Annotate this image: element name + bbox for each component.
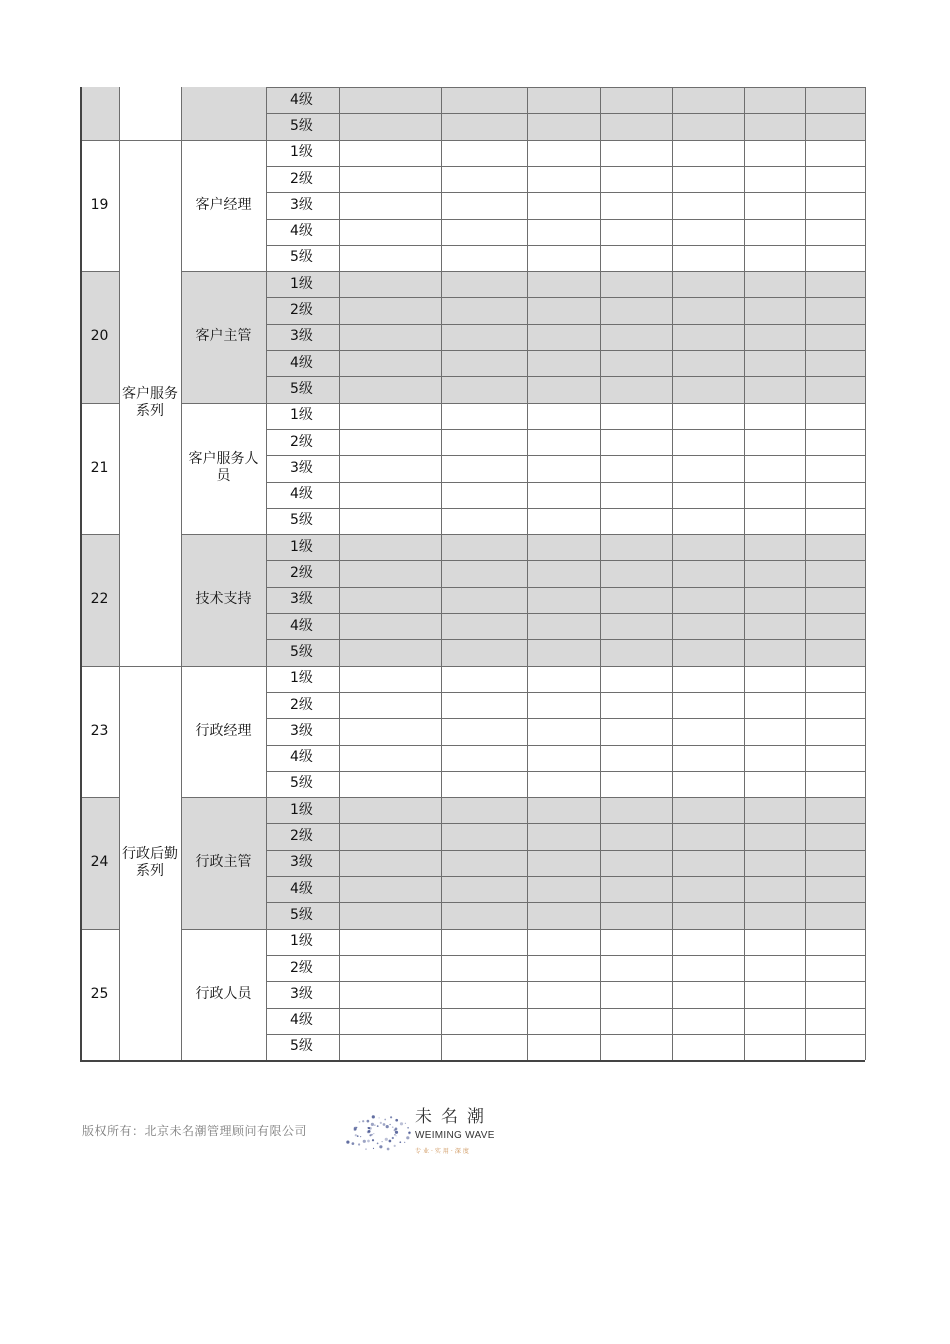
row-divider bbox=[266, 219, 865, 220]
level-cell: 4级 bbox=[290, 91, 313, 108]
level-cell: 1级 bbox=[290, 538, 313, 555]
level-cell: 5级 bbox=[290, 643, 313, 660]
row-divider bbox=[266, 297, 865, 298]
row-divider bbox=[266, 771, 865, 772]
row-divider bbox=[266, 87, 865, 88]
row-divider bbox=[266, 534, 865, 535]
position-name: 客户主管 bbox=[195, 328, 252, 345]
table-bottom-border bbox=[80, 1060, 865, 1062]
column-divider bbox=[672, 87, 673, 1060]
level-cell: 3级 bbox=[290, 328, 313, 345]
column-divider bbox=[181, 87, 182, 1060]
level-cell: 1级 bbox=[290, 801, 313, 818]
row-divider bbox=[266, 929, 865, 930]
level-cell: 4级 bbox=[290, 749, 313, 766]
series-name: 行政后勤系列 bbox=[122, 845, 178, 879]
level-cell: 1级 bbox=[290, 933, 313, 950]
row-divider bbox=[266, 955, 865, 956]
level-cell: 4级 bbox=[290, 1012, 313, 1029]
row-number: 25 bbox=[90, 985, 109, 1002]
level-cell: 5级 bbox=[290, 906, 313, 923]
level-cell: 5级 bbox=[290, 775, 313, 792]
row-divider bbox=[266, 850, 865, 851]
row-number: 21 bbox=[90, 459, 109, 476]
level-cell: 1级 bbox=[290, 275, 313, 292]
column-divider bbox=[865, 87, 866, 1060]
row-number: 20 bbox=[90, 328, 109, 345]
level-cell: 2级 bbox=[290, 696, 313, 713]
company-logo bbox=[343, 1100, 503, 1160]
level-cell: 3级 bbox=[290, 459, 313, 476]
row-divider bbox=[266, 192, 865, 193]
level-cell: 1级 bbox=[290, 670, 313, 687]
row-divider bbox=[266, 482, 865, 483]
level-cell: 5级 bbox=[290, 512, 313, 529]
level-cell: 2级 bbox=[290, 302, 313, 319]
row-divider bbox=[266, 587, 865, 588]
position-name: 技术支持 bbox=[195, 591, 252, 608]
level-cell: 2级 bbox=[290, 170, 313, 187]
column-divider bbox=[119, 87, 120, 1060]
level-cell: 5级 bbox=[290, 117, 313, 134]
row-divider bbox=[266, 1034, 865, 1035]
level-cell: 3级 bbox=[290, 985, 313, 1002]
column-divider bbox=[805, 87, 806, 1060]
row-number: 22 bbox=[90, 591, 109, 608]
row-divider bbox=[266, 166, 865, 167]
level-cell: 1级 bbox=[290, 407, 313, 424]
level-cell: 2级 bbox=[290, 828, 313, 845]
row-divider bbox=[266, 666, 865, 667]
series-name: 客户服务系列 bbox=[122, 385, 178, 419]
position-name: 行政人员 bbox=[195, 985, 252, 1002]
level-cell: 4级 bbox=[290, 223, 313, 240]
row-divider bbox=[266, 429, 865, 430]
shaded-band bbox=[80, 87, 119, 140]
level-cell: 4级 bbox=[290, 880, 313, 897]
level-cell: 3级 bbox=[290, 722, 313, 739]
level-cell: 1级 bbox=[290, 144, 313, 161]
row-divider bbox=[266, 876, 865, 877]
position-name: 客户服务人员 bbox=[188, 451, 259, 485]
row-number: 23 bbox=[90, 722, 109, 739]
row-divider bbox=[266, 376, 865, 377]
level-cell: 2级 bbox=[290, 565, 313, 582]
column-divider bbox=[744, 87, 745, 1060]
row-divider bbox=[266, 403, 865, 404]
level-cell: 5级 bbox=[290, 380, 313, 397]
level-cell: 3级 bbox=[290, 196, 313, 213]
level-cell: 5级 bbox=[290, 249, 313, 266]
level-cell: 4级 bbox=[290, 617, 313, 634]
level-cell: 2级 bbox=[290, 433, 313, 450]
row-divider bbox=[266, 245, 865, 246]
position-name: 行政主管 bbox=[195, 854, 252, 871]
row-divider bbox=[266, 455, 865, 456]
row-number: 19 bbox=[90, 196, 109, 213]
row-divider bbox=[266, 902, 865, 903]
logo-name: 未名潮 bbox=[415, 1107, 493, 1127]
row-divider bbox=[266, 981, 865, 982]
row-divider bbox=[266, 350, 865, 351]
row-divider bbox=[266, 271, 865, 272]
row-divider bbox=[266, 1008, 865, 1009]
logo-english-name: WEIMING WAVE bbox=[415, 1130, 495, 1141]
row-divider bbox=[266, 823, 865, 824]
row-divider bbox=[266, 113, 865, 114]
column-divider bbox=[339, 87, 340, 1060]
wave-logo-icon bbox=[343, 1100, 413, 1160]
row-divider bbox=[266, 692, 865, 693]
row-divider bbox=[266, 508, 865, 509]
level-cell: 4级 bbox=[290, 486, 313, 503]
column-divider bbox=[600, 87, 601, 1060]
row-divider bbox=[266, 639, 865, 640]
level-cell: 3级 bbox=[290, 591, 313, 608]
level-cell: 3级 bbox=[290, 854, 313, 871]
row-divider bbox=[266, 324, 865, 325]
copyright-text: 版权所有：北京未名潮管理顾问有限公司 bbox=[82, 1124, 308, 1138]
level-cell: 2级 bbox=[290, 959, 313, 976]
row-divider bbox=[266, 797, 865, 798]
row-divider bbox=[266, 745, 865, 746]
row-divider bbox=[266, 718, 865, 719]
row-number: 24 bbox=[90, 854, 109, 871]
level-cell: 5级 bbox=[290, 1038, 313, 1055]
column-divider bbox=[441, 87, 442, 1060]
column-divider bbox=[527, 87, 528, 1060]
position-name: 客户经理 bbox=[195, 196, 252, 213]
position-name: 行政经理 bbox=[195, 722, 252, 739]
logo-tagline: 专业·实用·深度 bbox=[415, 1148, 471, 1155]
level-cell: 4级 bbox=[290, 354, 313, 371]
row-divider bbox=[266, 140, 865, 141]
row-divider bbox=[266, 613, 865, 614]
row-divider bbox=[266, 560, 865, 561]
